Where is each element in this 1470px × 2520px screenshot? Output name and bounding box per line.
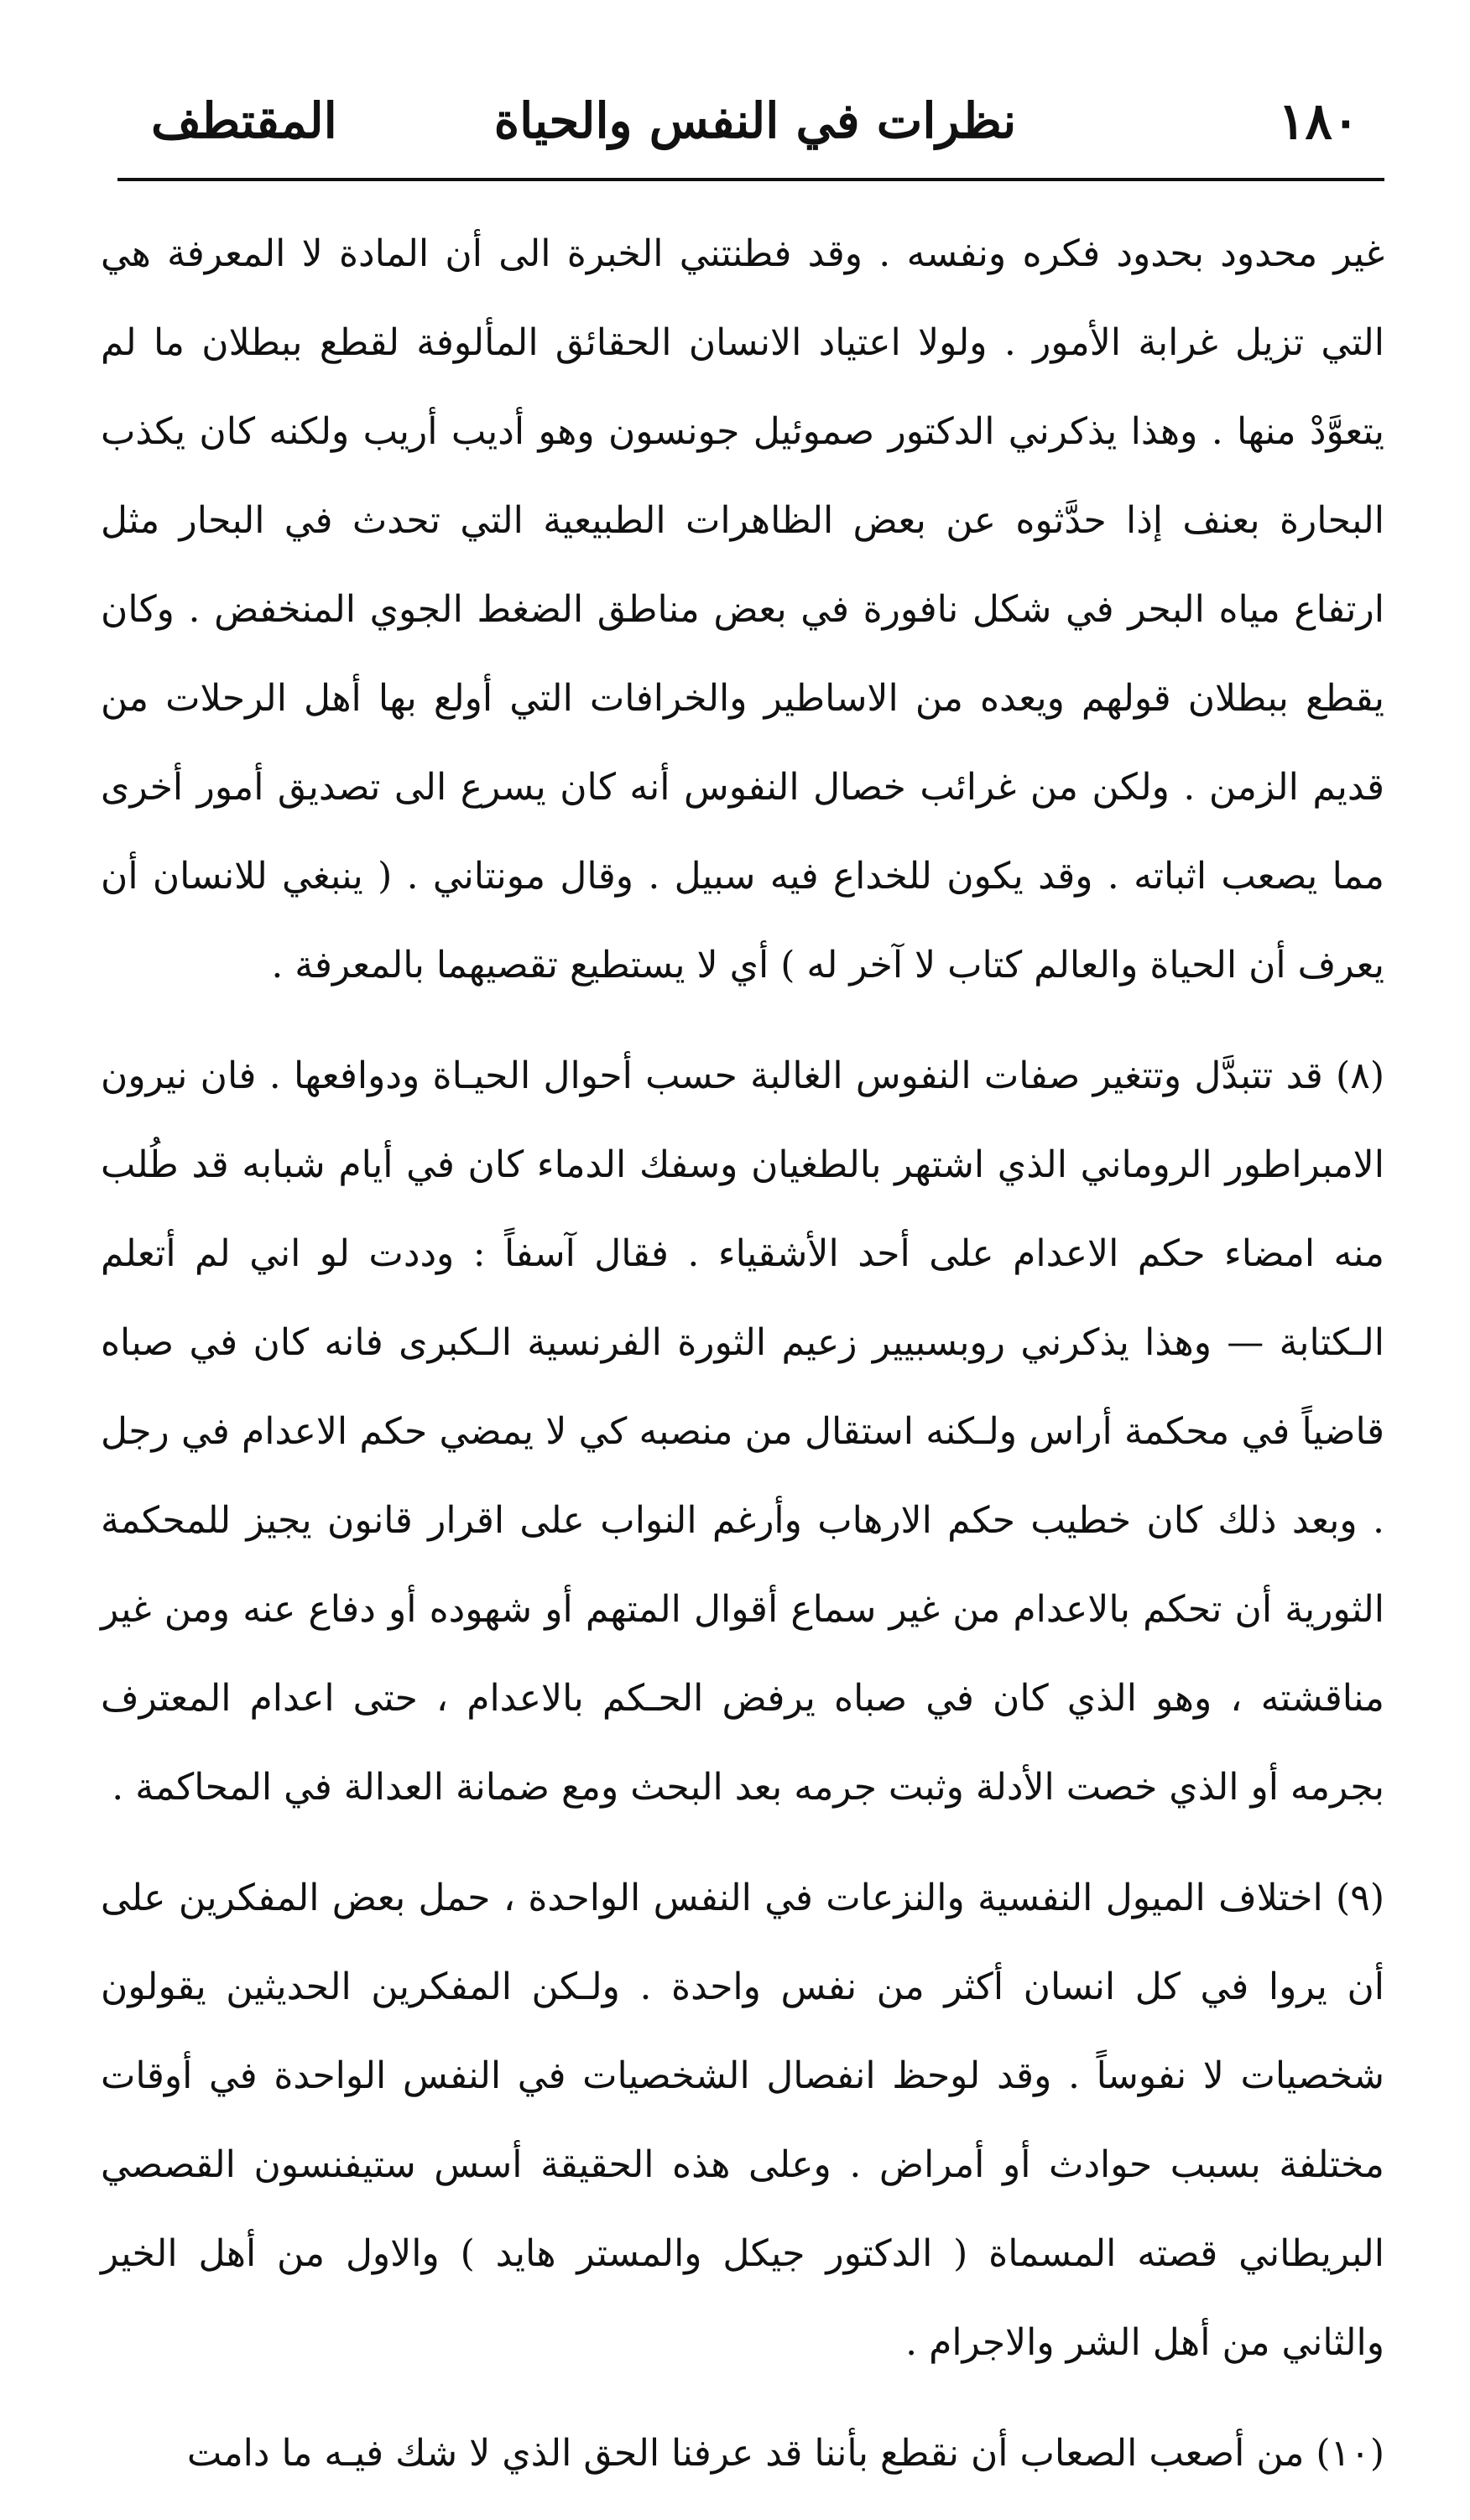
journal-name: المقتطف (151, 92, 337, 149)
header-rule (117, 178, 1384, 181)
running-title: نظرات في النفس والحياة (493, 92, 1017, 149)
body-text (101, 210, 1384, 2520)
page-number: ١٨٠ (1278, 92, 1359, 151)
paragraph-section-10: (١٠) من أصعب الصعاب أن نقطع بأننا قد عرفنا الحق الذي لا شك فيـه ما دامت (186, 2432, 1384, 2475)
paragraph-section-9: (٩) اختلاف الميول النفسية والنزعات في النفس الواحدة ، حمل بعض المفكرين على أن يروا في كل انسان أكثر من نفس واحدة . ولـكن المفكرين الحديثين يقولون شخصيات لا نفوساً . وقد لوحظ انفصال الشخصيات في النفس الواحدة في أوقات مختلفة بسبب حوادث أو أمراض . وعلى هذه الحقيقة أسس ستيفنسون القصصي البريطاني قصته المسماة ( الدكتور جيكل والمستر هايد ) والاول من أهل الخير والثاني من أهل الشر والاجرام . (101, 1877, 1384, 2364)
page-header (134, 92, 1376, 176)
paragraph-continuation: غير محدود بحدود فكره ونفسه . وقد فطنتني الخبرة الى أن المادة لا المعرفة هي التي تزيل غرابة الأمور . ولولا اعتياد الانسان الحقائق المألوفة لقطع ببطلان ما لم يتعوَّدْ منها . وهذا يذكرني الدكتور صموئيل جونسون وهو أديب أريب ولكنه كان يكذب البحارة بعنف إذا حدَّثوه عن بعض الظاهرات الطبيعية التي تحدث في البحار مثل ارتفاع مياه البحر في شكل نافورة في بعض مناطق الضغط الجوي المنخفض . وكان يقطع ببطلان قولهم ويعده من الاساطير والخرافات التي أولع بها أهل الرحلات من قديم الزمن . ولكن من غرائب خصال النفوس أنه كان يسرع الى تصديق أمور أخرى مما يصعب اثباته . وقد يكون للخداع فيه سبيل . وقال مونتاني . ( ينبغي للانسان أن يعرف أن الحياة والعالم كتاب لا آخر له ) أي لا يستطيع تقصيهما بالمعرفة . (101, 232, 1384, 987)
paragraph-section-8: (٨) قد تتبدَّل وتتغير صفات النفوس الغالبة حسب أحوال الحيـاة ودوافعها . فان نيرون الامبراطور الروماني الذي اشتهر بالطغيان وسفك الدماء كان في أيام شبابه قد طُلب منه امضاء حكم الاعدام على أحد الأشقياء . فقال آسفاً : وددت لو اني لم أتعلم الـكتابة — وهذا يذكرني روبسبيير زعيم الثورة الفرنسية الـكبرى فانه كان في صباه قاضياً في محكمة أراس ولـكنه استقال من منصبه كي لا يمضي حكم الاعدام في رجل . وبعد ذلك كان خطيب حكم الارهاب وأرغم النواب على اقرار قانون يجيز للمحكمة الثورية أن تحكم بالاعدام من غير سماع أقوال المتهم أو شهوده أو دفاع عنه ومن غير مناقشته ، وهو الذي كان في صباه يرفض الحـكم بالاعدام ، حتى اعدام المعترف بجرمه أو الذي خصت الأدلة وثبت جرمه بعد البحث ومع ضمانة العدالة في المحاكمة . (101, 1054, 1384, 1809)
